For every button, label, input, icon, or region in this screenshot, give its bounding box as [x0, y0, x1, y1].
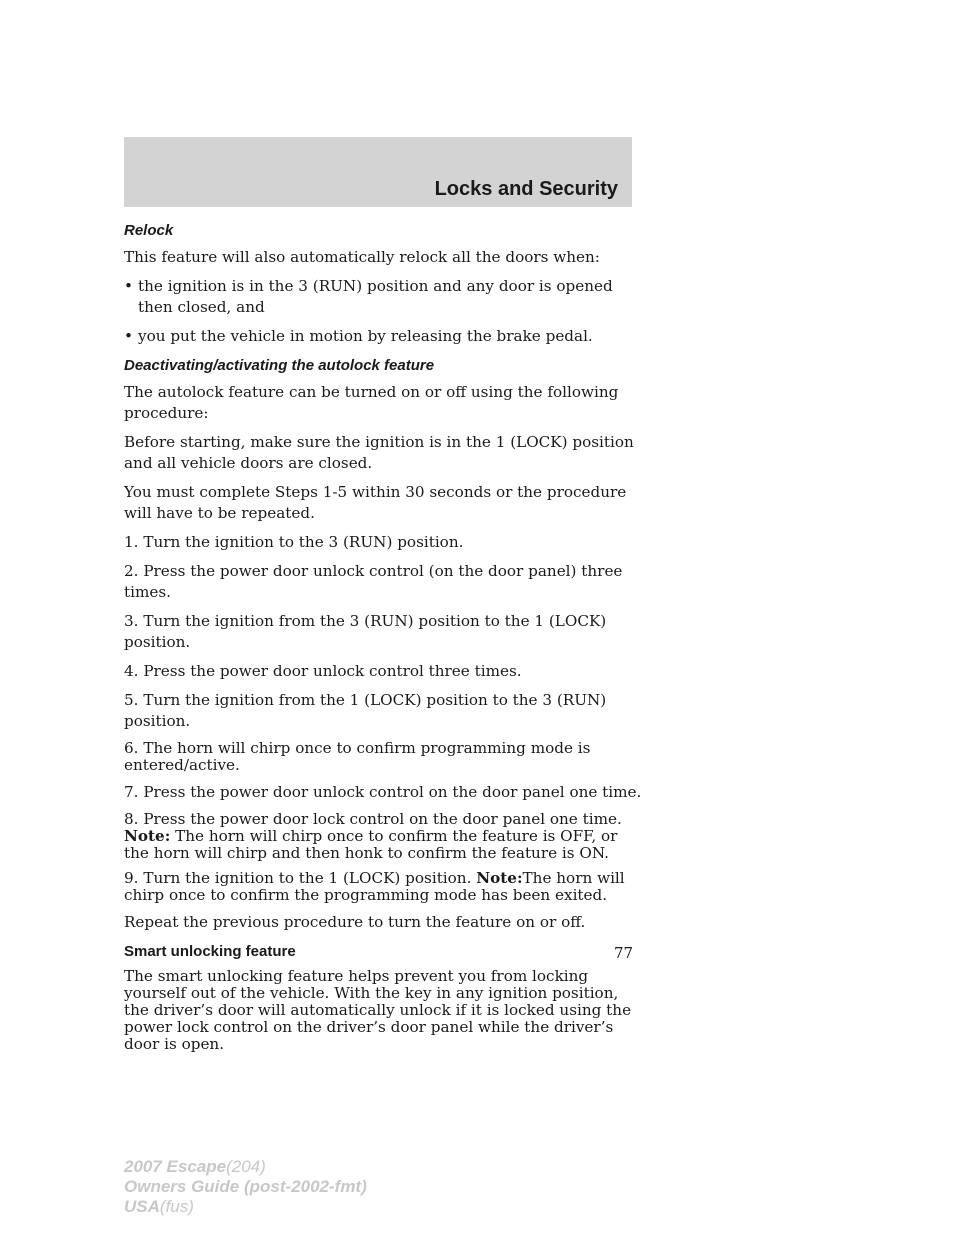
autolock-paragraph: The autolock feature can be turned on or off using the following procedure: — [124, 383, 619, 422]
autolock-paragraph: Before starting, make sure the ignition is in the 1 (LOCK) position and all vehicle doors are closed. — [124, 433, 634, 472]
procedure-step-8 — [124, 811, 644, 862]
relock-intro: This feature will also automatically relock all the doors when: — [124, 248, 600, 266]
footer-model-code: (204) — [226, 1157, 266, 1176]
autolock-paragraph: You must complete Steps 1-5 within 30 seconds or the procedure will have to be repeated. — [124, 483, 627, 522]
procedure-step: 6. The horn will chirp once to confirm programming mode is entered/active. — [124, 739, 591, 774]
procedure-step-9 — [124, 870, 644, 904]
relock-bullet — [124, 326, 644, 347]
relock-heading: Relock — [124, 222, 174, 239]
procedure-step: 7. Press the power door unlock control on the door panel one time. — [124, 783, 642, 801]
note-label: Note: — [476, 869, 523, 887]
procedure-step: 5. Turn the ignition from the 1 (LOCK) position to the 3 (RUN) position. — [124, 691, 607, 730]
relock-bullet — [124, 276, 644, 318]
footer-market-code: (fus) — [159, 1197, 194, 1216]
bullet-symbol: • — [124, 327, 133, 345]
note-text: The horn will chirp once to confirm the programming mode has been exited. — [124, 869, 625, 904]
step-text: 8. Press the power door lock control on the door panel one time. — [124, 810, 622, 828]
bullet-text: the ignition is in the 3 (RUN) position and any door is opened then closed, and — [138, 277, 613, 316]
procedure-step: 2. Press the power door unlock control (on the door panel) three times. — [124, 562, 623, 601]
smart-unlock-text: The smart unlocking feature helps prevent you from locking yourself out of the vehicle. With the key in any ignition position, the driver’s door will automatically unlock if it is locked using the power lock control on the driver’s door panel while the driver’s door is open. — [124, 967, 632, 1053]
smart-unlock-heading: Smart unlocking feature — [124, 943, 296, 960]
page-content — [124, 220, 644, 1061]
autolock-heading: Deactivating/activating the autolock feature — [124, 357, 435, 374]
section-title: Locks and Security — [434, 178, 618, 200]
note-label: Note: — [124, 827, 171, 845]
footer-market: USA — [124, 1197, 160, 1216]
footer-line — [124, 1157, 367, 1177]
procedure-step: 4. Press the power door unlock control three times. — [124, 662, 522, 680]
page-number: 77 — [614, 944, 634, 962]
note-text: The horn will chirp once to confirm the feature is OFF, or the horn will chirp and then honk to confirm the feature is ON. — [124, 827, 618, 862]
footer-model: 2007 Escape — [124, 1157, 227, 1176]
procedure-step: 1. Turn the ignition to the 3 (RUN) position. — [124, 533, 464, 551]
bullet-text: you put the vehicle in motion by releasing the brake pedal. — [138, 327, 593, 345]
procedure-step: 3. Turn the ignition from the 3 (RUN) position to the 1 (LOCK) position. — [124, 612, 607, 651]
step-text: 9. Turn the ignition to the 1 (LOCK) position. — [124, 869, 472, 887]
footer-line — [124, 1197, 367, 1217]
document-footer — [124, 1157, 367, 1217]
autolock-closing: Repeat the previous procedure to turn the feature on or off. — [124, 913, 586, 931]
bullet-symbol: • — [124, 277, 133, 295]
footer-line: Owners Guide (post-2002-fmt) — [124, 1177, 367, 1196]
section-header-band — [124, 137, 632, 207]
